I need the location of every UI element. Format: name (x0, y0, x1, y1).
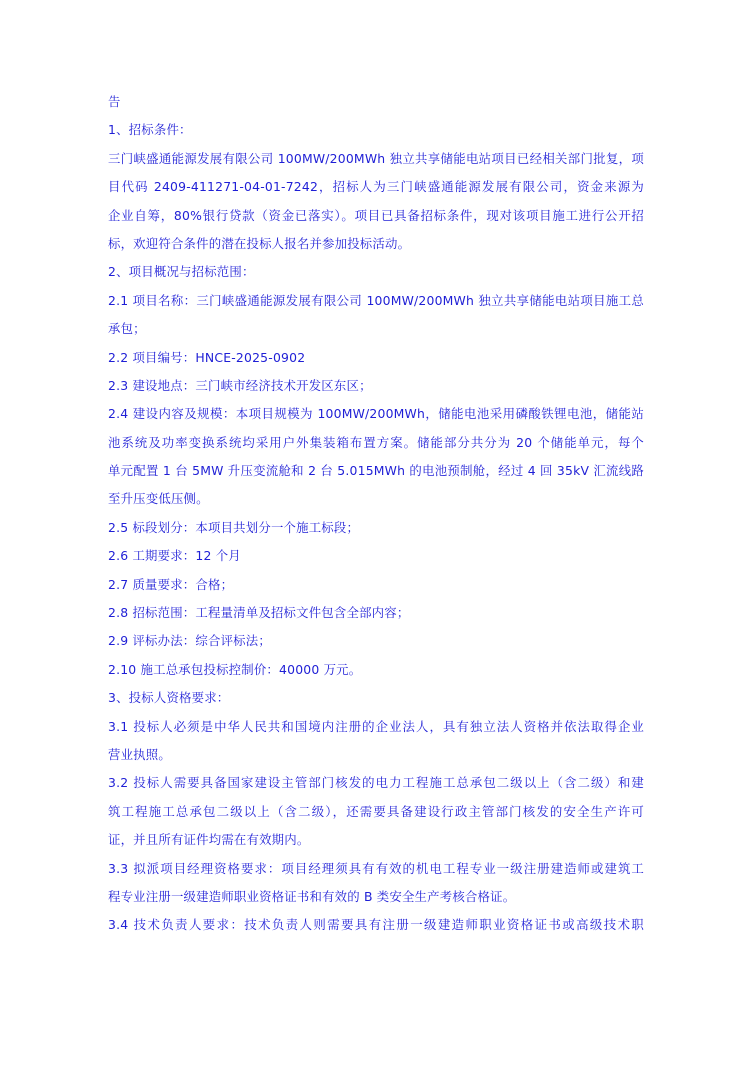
text-line: 告 (108, 94, 121, 109)
text-line: 证，并且所有证件均需在有效期内。 (108, 832, 310, 848)
text-line: 3.2 投标人需要具备国家建设主管部门核发的电力工程施工总承包二级以上（含二级）和建 (108, 775, 644, 791)
document-body (108, 88, 644, 940)
text-line: 单元配置 1 台 5MW 升压变流舱和 2 台 5.015MWh 的电池预制舱，经过 4 回 35kV 汇流线路 (108, 463, 644, 479)
text-line: 3.4 技术负责人要求：技术负责人则需要具有注册一级建造师职业资格证书或高级技术职 (108, 917, 644, 933)
section-heading: 2、项目概况与招标范围： (108, 264, 255, 280)
text-line: 2.4 建设内容及规模：本项目规模为 100MW/200MWh，储能电池采用磷酸铁锂电池，储能站 (108, 406, 644, 422)
text-line: 标，欢迎符合条件的潜在投标人报名并参加投标活动。 (108, 235, 411, 251)
text-line: 3.1 投标人必须是中华人民共和国境内注册的企业法人，具有独立法人资格并依法取得企业 (108, 718, 644, 734)
section-heading: 1、招标条件： (108, 122, 192, 138)
text-line: 筑工程施工总承包二级以上（含二级），还需要具备建设行政主管部门核发的安全生产许可 (108, 803, 644, 819)
text-line: 三门峡盛通能源发展有限公司 100MW/200MWh 独立共享储能电站项目已经相关部门批复，项 (108, 150, 644, 166)
text-line: 2.6 工期要求：12 个月 (108, 548, 241, 564)
text-line: 2.2 项目编号：HNCE-2025-0902 (108, 349, 306, 365)
text-line: 池系统及功率变换系统均采用户外集装箱布置方案。储能部分共分为 20 个储能单元，每个 (108, 434, 644, 450)
text-line: 2.5 标段划分：本项目共划分一个施工标段； (108, 519, 360, 535)
text-line: 至升压变低压侧。 (108, 491, 209, 507)
text-line: 营业执照。 (108, 746, 171, 762)
text-line: 2.3 建设地点：三门峡市经济技术开发区东区； (108, 377, 372, 393)
text-line: 承包； (108, 321, 146, 337)
text-line: 2.8 招标范围：工程量清单及招标文件包含全部内容； (108, 605, 410, 621)
text-line: 2.1 项目名称：三门峡盛通能源发展有限公司 100MW/200MWh 独立共享储能电站项目施工总 (108, 292, 644, 308)
text-line: 3.3 拟派项目经理资格要求：项目经理须具有有效的机电工程专业一级注册建造师或建筑工 (108, 860, 644, 876)
section-heading: 3、投标人资格要求： (108, 690, 230, 706)
text-line: 企业自筹，80%银行贷款（资金已落实）。项目已具备招标条件，现对该项目施工进行公开招 (108, 207, 644, 223)
text-line: 2.9 评标办法：综合评标法； (108, 633, 271, 649)
text-line: 2.10 施工总承包投标控制价：40000 万元。 (108, 661, 362, 677)
text-line: 程专业注册一级建造师职业资格证书和有效的 B 类安全生产考核合格证。 (108, 888, 516, 904)
text-line: 2.7 质量要求：合格； (108, 576, 234, 592)
text-line: 目代码 2409-411271-04-01-7242，招标人为三门峡盛通能源发展有限公司，资金来源为 (108, 179, 644, 195)
